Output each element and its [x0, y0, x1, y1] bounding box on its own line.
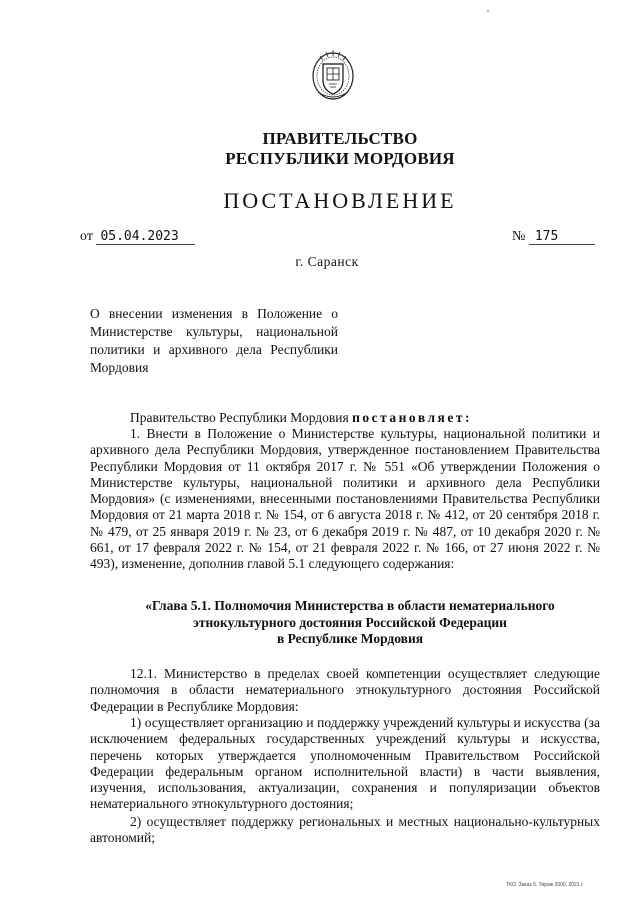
document-subject: О внесении изменения в Положение о Министерстве культуры, национальной политики и архивного дела Республики Мордовия [90, 306, 338, 375]
chapter-heading-line1: «Глава 5.1. Полномочия Министерства в области нематериального [145, 598, 555, 613]
chapter-heading [90, 598, 610, 648]
number-prefix: № [512, 229, 526, 244]
scan-speck [487, 10, 489, 12]
list-item-1: 1) осуществляет организацию и поддержку учреждений культуры и искусства (за исключением федеральных государственных учреждений культуры и искусства, перечень которых утверждается уполномоченным Правительством Российской Федерации федеральным органом исполнительной власти) в части выявления, изучения, использования, актуализации, сохранения и популяризации объектов нематериального этнокультурного достояния; [90, 715, 600, 812]
date-field [80, 229, 195, 245]
list-item-2: 2) осуществляет поддержку региональных и местных национально-культурных автономий; [90, 814, 600, 846]
number-value: 175 [529, 229, 595, 245]
org-name-line2: РЕСПУБЛИКИ МОРДОВИЯ [225, 149, 455, 168]
org-name-line1: ПРАВИТЕЛЬСТВО [262, 129, 418, 148]
mordovia-coat-of-arms-icon [310, 48, 356, 102]
city-line: г. Саранск [295, 254, 359, 269]
paragraph-1: 1. Внести в Положение о Министерстве культуры, национальной политики и архивного дела Республики Мордовия, утвержденное постановлением Правительства Республики Мордовия от 11 октября 2017 г. № 551 «Об утверждении Положения о Министерстве культуры, национальной политики и архивного дела Республики Мордовия» (с изменениями, внесенными постановлениями Правительства Республики Мордовия от 21 марта 2018 г. № 154, от 6 августа 2018 г. № 412, от 20 сентября 2018 г. № 479, от 25 января 2019 г. № 23, от 6 декабря 2019 г. № 487, от 10 декабря 2020 г. № 661, от 17 февраля 2022 г. № 154, от 21 февраля 2022 г. № 166, от 27 июня 2022 г. № 493), изменение, дополнив главой 5.1 следующего содержания: [90, 426, 600, 572]
preamble-resolves: постановляет: [352, 410, 472, 425]
date-value: 05.04.2023 [96, 229, 195, 245]
chapter-heading-line3: в Республике Мордовия [276, 631, 424, 646]
preamble-text: Правительство Республики Мордовия [130, 410, 353, 425]
preamble [90, 410, 600, 426]
print-note: ТКО. Заказ 5. Тираж 2000. 2021 г. [506, 882, 584, 888]
document-type-title: ПОСТАНОВЛЕНИЕ [223, 188, 457, 213]
date-prefix: от [80, 229, 93, 244]
chapter-heading-line2: этнокультурного достояния Российской Федерации [193, 614, 507, 630]
number-field [512, 229, 595, 245]
paragraph-12-1: 12.1. Министерство в пределах своей компетенции осуществляет следующие полномочия в области нематериального этнокультурного достояния Российской Федерации в Республике Мордовия: [90, 666, 600, 714]
